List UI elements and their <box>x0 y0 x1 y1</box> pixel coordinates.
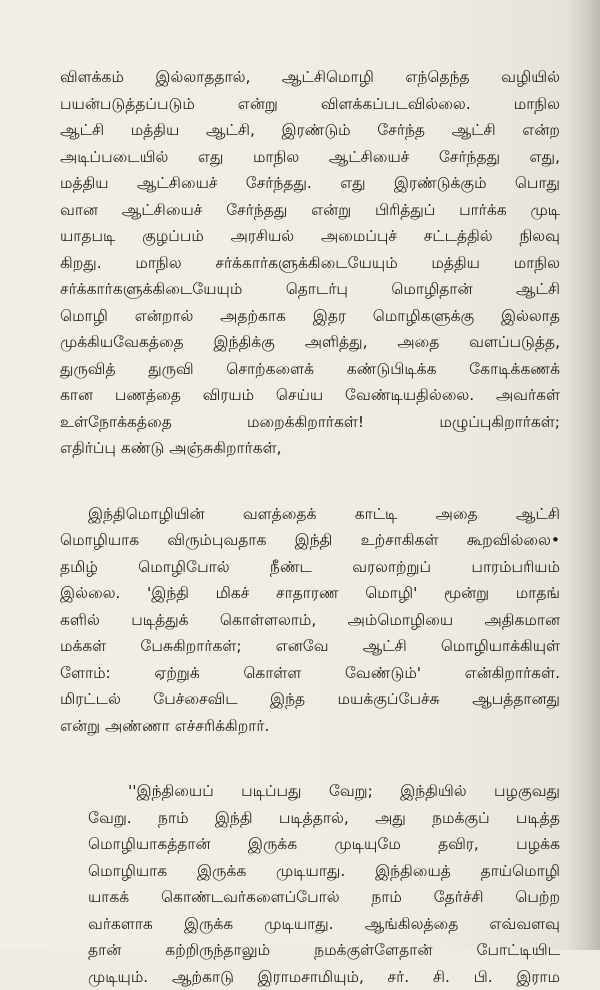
text-line: வேறு. நாம் இந்தி படித்தால், அது நமக்குப் படித்த <box>88 805 560 832</box>
block-quote <box>88 778 560 990</box>
text-line: யாகக் கொண்டவர்களைப்போல் நாம் தேர்ச்சி பெற்ற <box>88 884 560 911</box>
text-line: ளோம்: ஏற்றுக் கொள்ள வேண்டும்' என்கிறார்கள். <box>60 660 560 687</box>
text-line: சர்க்கார்களுக்கிடையேயும் தொடர்பு மொழிதான் ஆட்சி <box>60 276 560 303</box>
paragraph-gap <box>60 462 560 501</box>
text-line: மிரட்டல் பேச்சைவிட இந்த மயக்குப்பேச்சு ஆபத்தானது <box>60 686 560 713</box>
text-line: கான பணத்தை விரயம் செய்ய வேண்டியதில்லை. அவர்கள் <box>60 382 560 409</box>
text-line: மொழியாக விரும்புவதாக இந்தி உற்சாகிகள் கூறவில்லை• <box>60 527 560 554</box>
text-line: வர்களாக இருக்க முடியாது. ஆங்கிலத்தை எவ்வளவு <box>88 911 560 938</box>
text-line: ஆட்சி மத்திய ஆட்சி, இரண்டும் சேர்ந்த ஆட்சி என்ற <box>60 117 560 144</box>
text-line: மக்கள் பேசுகிறார்கள்; எனவே ஆட்சி மொழியாக்கியுள் <box>60 633 560 660</box>
page-text <box>60 64 560 990</box>
text-line: என்று அண்ணா எச்சரிக்கிறார். <box>60 713 560 740</box>
text-line: உள்நோக்கத்தை மறைக்கிறார்கள்! மழுப்புகிறார்கள்; <box>60 409 560 436</box>
text-line: விளக்கம் இல்லாததால், ஆட்சிமொழி எந்தெந்த வழியில் <box>60 64 560 91</box>
text-line: மத்திய ஆட்சியைச் சேர்ந்தது. எது இரண்டுக்கும் பொது <box>60 170 560 197</box>
text-line: மொழியாகத்தான் இருக்க முடியுமே தவிர, பழக்க <box>88 831 560 858</box>
text-line: எதிர்ப்பு கண்டு அஞ்சுகிறார்கள், <box>60 435 560 462</box>
text-line: மொழியாக இருக்க முடியாது. இந்தியைத் தாய்மொழி <box>88 858 560 885</box>
text-line: மொழி என்றால் அதற்காக இதர மொழிகளுக்கு இல்லாத <box>60 303 560 330</box>
paragraph-1 <box>60 64 560 462</box>
text-line: ''இந்தியைப் படிப்பது வேறு; இந்தியில் பழகுவது <box>88 778 560 805</box>
text-line: முடியும். ஆற்காடு இராமசாமியும், சர். சி. பி. இராம <box>88 964 560 990</box>
text-line: களில் படித்துக் கொள்ளலாம், அம்மொழியை அதிகமான <box>60 607 560 634</box>
text-line: இல்லை. 'இந்தி மிகச் சாதாரண மொழி' மூன்று மாதங் <box>60 580 560 607</box>
text-line: யாதபடி குழப்பம் அரசியல் அமைப்புச் சட்டத்தில் நிலவு <box>60 223 560 250</box>
text-line: வான ஆட்சியைச் சேர்ந்தது என்று பிரித்துப் பார்க்க முடி <box>60 197 560 224</box>
text-line: இந்திமொழியின் வளத்தைக் காட்டி அதை ஆட்சி <box>60 501 560 528</box>
text-line: தான் கற்றிருந்தாலும் நமக்குள்ளேதான் போட்டியிட <box>88 937 560 964</box>
paragraph-2 <box>60 501 560 740</box>
text-line: பயன்படுத்தப்படும் என்று விளக்கப்படவில்லை. மாநில <box>60 91 560 118</box>
page-spine-shadow <box>566 0 600 950</box>
text-line: கிறது. மாநில சர்க்கார்களுக்கிடையேயும் மத்திய மாநில <box>60 250 560 277</box>
text-line: துருவித் துருவி சொற்களைக் கண்டுபிடிக்க கோடிக்கணக் <box>60 356 560 383</box>
text-line: தமிழ் மொழிபோல் நீண்ட வரலாற்றுப் பாரம்பரியம் <box>60 554 560 581</box>
text-line: அடிப்படையில் எது மாநில ஆட்சியைச் சேர்ந்தது எது, <box>60 144 560 171</box>
text-line: முக்கியவேகத்தை இந்திக்கு அளித்து, அதை வளப்படுத்த, <box>60 329 560 356</box>
paragraph-gap <box>60 739 560 778</box>
